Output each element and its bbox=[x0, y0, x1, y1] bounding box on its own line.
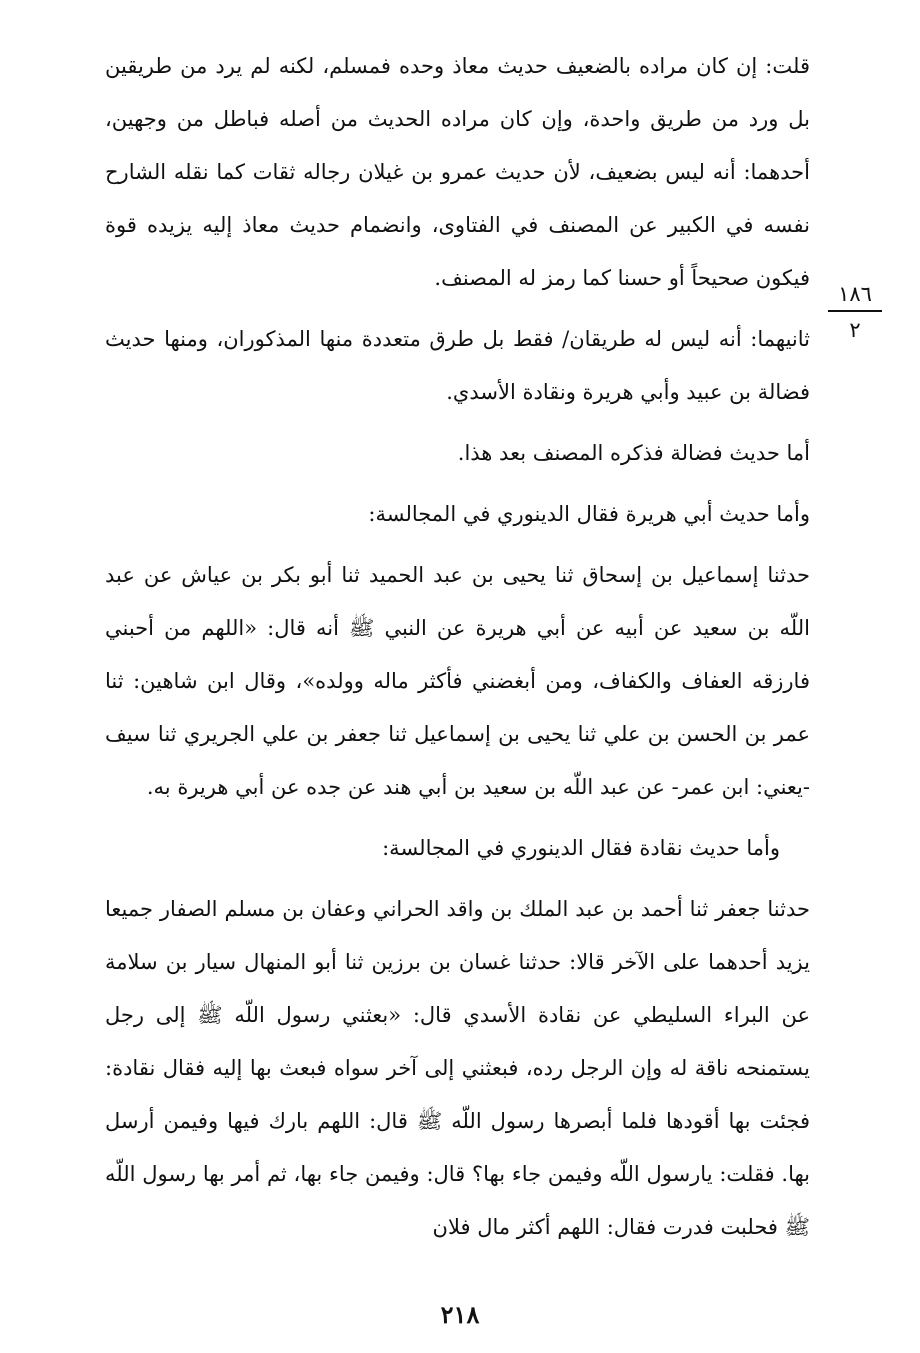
paragraph-qultu: قلت: إن كان مراده بالضعيف حديث معاذ وحده فمسلم، لكنه لم يرد من طريقين بل ورد من طريق واحدة، وإن كان مراده الحديث من أصله فباطل من وجهين، أحدهما: أنه ليس بضعيف، لأن حديث عمرو بن غيلان رجاله ثقات كما نقله الشارح نفسه في الكبير عن المصنف في الفتاوى، وانضمام حديث معاذ إليه يزيده قوة فيكون صحيحاً أو حسنا كما رمز له المصنف. bbox=[105, 54, 810, 290]
paragraph-thaniyhima: ثانيهما: أنه ليس له طريقان/ فقط بل طرق متعددة منها المذكوران، ومنها حديث فضالة بن عبيد وأبي هريرة ونقادة الأسدي. bbox=[105, 327, 810, 404]
paragraph-abu-hurayra-isnad: حدثنا إسماعيل بن إسحاق ثنا يحيى بن عبد الحميد ثنا أبو بكر بن عياش عن عبد اللّه بن سعيد عن أبيه عن أبي هريرة عن النبي ﷺ أنه قال: «اللهم من أحبني فارزقه العفاف والكفاف، ومن أبغضني فأكثر ماله وولده»، وقال ابن شاهين: ثنا عمر بن الحسن بن علي ثنا يحيى بن إسماعيل ثنا جعفر بن علي الجريري ثنا سيف -يعني: ابن عمر- عن عبد اللّه بن سعيد بن أبي هند عن جده عن أبي هريرة به. bbox=[105, 563, 810, 799]
margin-folio-note bbox=[828, 282, 882, 342]
margin-folio-side: ٢ bbox=[849, 318, 861, 342]
page-body bbox=[105, 40, 810, 1262]
page-number: ٢١٨ bbox=[440, 1300, 480, 1329]
paragraph-fadala: أما حديث فضالة فذكره المصنف بعد هذا. bbox=[457, 441, 810, 465]
paragraph-abu-hurayra-heading: وأما حديث أبي هريرة فقال الدينوري في المجالسة: bbox=[368, 502, 810, 526]
margin-folio-number: ١٨٦ bbox=[828, 282, 882, 312]
paragraph-nuqada-heading: وأما حديث نقادة فقال الدينوري في المجالسة: bbox=[382, 836, 780, 860]
paragraph-nuqada-isnad: حدثنا جعفر ثنا أحمد بن عبد الملك بن واقد الحراني وعفان بن مسلم الصفار جميعا يزيد أحدهما على الآخر قالا: حدثنا غسان بن برزين ثنا أبو المنهال سيار بن سلامة عن البراء السليطي عن نقادة الأسدي قال: «بعثني رسول اللّه ﷺ إلى رجل يستمنحه ناقة له وإن الرجل رده، فبعثني إلى آخر سواه فبعث بها إليه فقال نقادة: فجئت بها أقودها فلما أبصرها رسول اللّه ﷺ قال: اللهم بارك فيها وفيمن أرسل بها. فقلت: يارسول اللّه وفيمن جاء بها؟ قال: وفيمن جاء بها، ثم أمر بها رسول اللّه ﷺ فحلبت فدرت فقال: اللهم أكثر مال فلان bbox=[105, 897, 810, 1239]
